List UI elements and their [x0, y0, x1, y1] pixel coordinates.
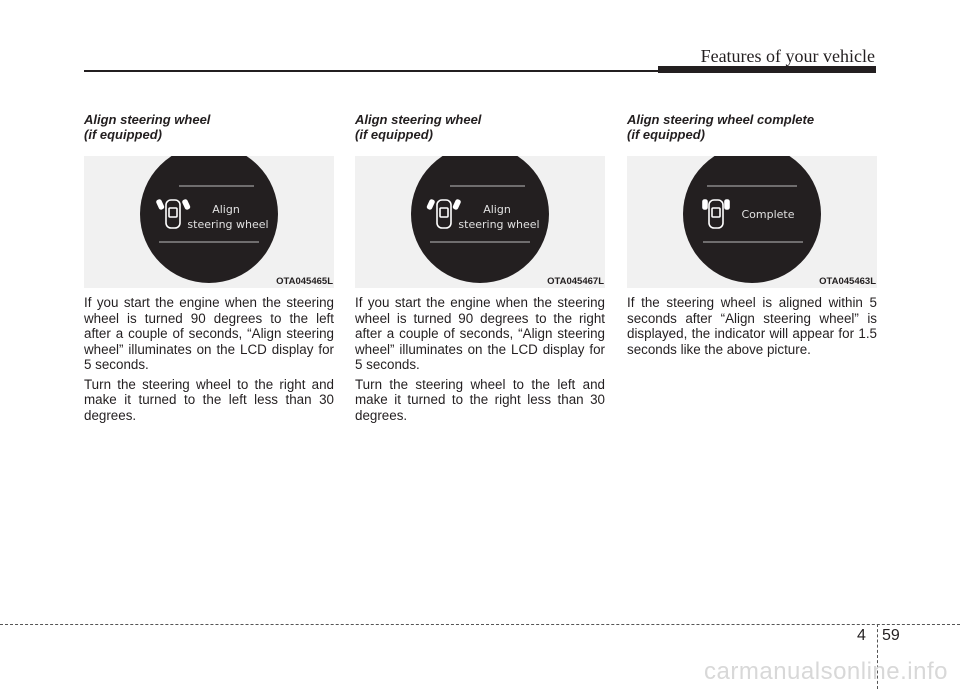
paragraph: If you start the engine when the steering wheel is turned 90 degrees to the left after a couple of seconds, “Align steering wheel” illuminates on the LCD display for 5 seconds.: [84, 295, 334, 372]
lcd-display-illustration: [355, 156, 605, 288]
paragraph: Turn the steering wheel to the left and make it turned to the right less than 30 degrees.: [355, 376, 605, 423]
footer-rule: [0, 624, 960, 625]
column-align-complete: [627, 112, 877, 357]
lcd-figure: [355, 156, 605, 288]
figure-code: OTA045465L: [276, 276, 333, 287]
lcd-text-line-1: Complete: [741, 208, 795, 221]
column-align-right: [355, 112, 605, 423]
paragraph: If you start the engine when the steering wheel is turned 90 degrees to the right after a couple of seconds, “Align steering wheel” illuminates on the LCD display for 5 seconds.: [355, 295, 605, 372]
page-number: 59: [882, 627, 900, 644]
chapter-number: 4: [857, 627, 866, 644]
section-heading: Align steering wheel (if equipped): [355, 112, 482, 142]
section-heading: Align steering wheel (if equipped): [84, 112, 211, 142]
lcd-text-line-2: steering wheel: [187, 218, 269, 231]
column-align-left: [84, 112, 334, 423]
paragraph: Turn the steering wheel to the right and make it turned to the left less than 30 degrees.: [84, 376, 334, 423]
lcd-display-illustration: [84, 156, 334, 288]
lcd-display-illustration: [627, 156, 877, 288]
watermark: carmanualsonline.info: [704, 658, 948, 685]
lcd-text-line-1: Align: [483, 203, 511, 216]
paragraph: If the steering wheel is aligned within 5 seconds after “Align steering wheel” is displayed, the indicator will appear for 1.5 seconds like the above picture.: [627, 295, 877, 357]
lcd-figure: [84, 156, 334, 288]
lcd-text-line-1: Align: [212, 203, 240, 216]
section-heading: Align steering wheel complete (if equipped): [627, 112, 815, 142]
header-rule-accent: [658, 66, 876, 73]
figure-code: OTA045463L: [819, 276, 876, 287]
lcd-figure: [627, 156, 877, 288]
lcd-text-line-2: steering wheel: [458, 218, 540, 231]
header-title: Features of your vehicle: [700, 46, 875, 66]
figure-code: OTA045467L: [547, 276, 604, 287]
